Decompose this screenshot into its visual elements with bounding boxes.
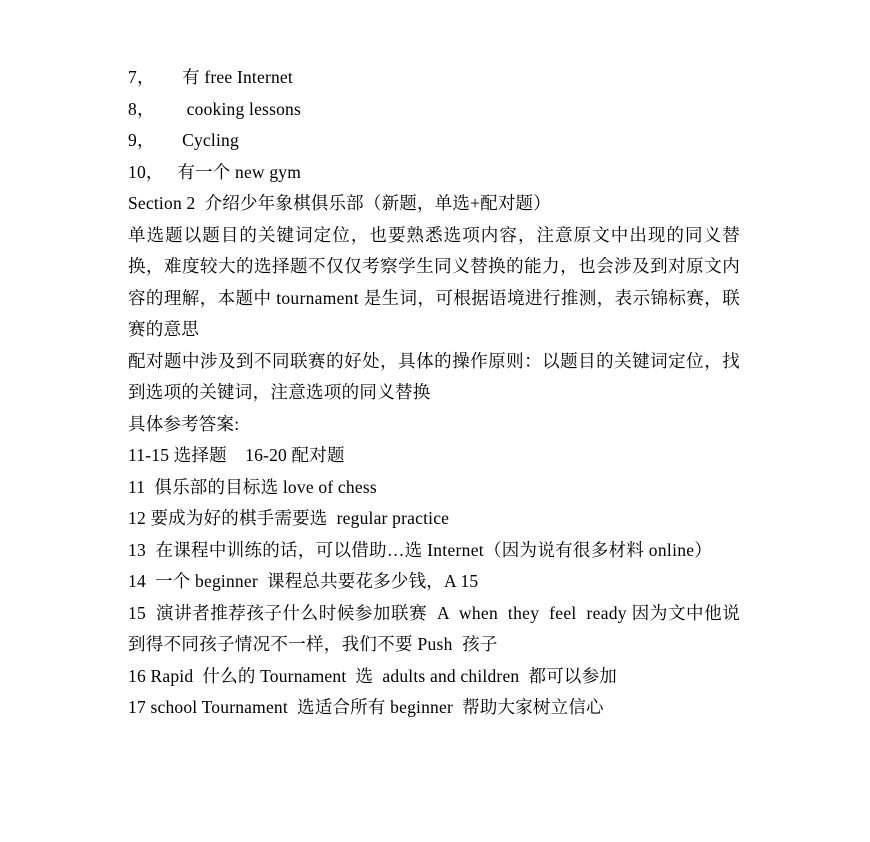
list-item: 9， Cycling: [128, 130, 239, 150]
answer-item: 15 演讲者推荐孩子什么时候参加联赛 A when they feel ready 因为文中他说到得不同孩子情况不一样，我们不要 Push 孩子: [128, 602, 740, 654]
list-item: 8， cooking lessons: [128, 98, 301, 119]
paragraph: 配对题中涉及到不同联赛的好处，具体的操作原则：以题目的关键词定位，找到选项的关键词，注意选项的同义替换: [128, 350, 740, 402]
answer-item: 14 一个 beginner 课程总共要花多少钱，A 15: [128, 571, 479, 591]
list-item: 10， 有一个 new gym: [128, 161, 302, 182]
answer-item: 16 Rapid 什么的 Tournament 选 adults and children 都可以参加: [128, 665, 618, 686]
answer-item: 11 俱乐部的目标选 love of chess: [128, 476, 377, 497]
section-heading: Section 2 介绍少年象棋俱乐部（新题，单选+配对题）: [128, 193, 551, 213]
list-item: 7， 有 free Internet: [128, 67, 293, 87]
answers-heading: 具体参考答案:: [128, 413, 240, 434]
answers-range: 11-15 选择题 16-20 配对题: [128, 445, 345, 465]
answer-item: 13 在课程中训练的话，可以借助…选 Internet（因为说有很多材料 online）: [128, 539, 713, 560]
answer-item: 12 要成为好的棋手需要选 regular practice: [128, 508, 450, 528]
answer-item: 17 school Tournament 选适合所有 beginner 帮助大家树立信心: [128, 697, 604, 717]
document-body: [128, 62, 740, 724]
paragraph: 单选题以题目的关键词定位，也要熟悉选项内容，注意原文中出现的同义替换，难度较大的选择题不仅仅考察学生同义替换的能力，也会涉及到对原文内容的理解，本题中 tournament 是生词，可根据语境进行推测，表示锦标赛，联赛的意思: [128, 224, 740, 339]
